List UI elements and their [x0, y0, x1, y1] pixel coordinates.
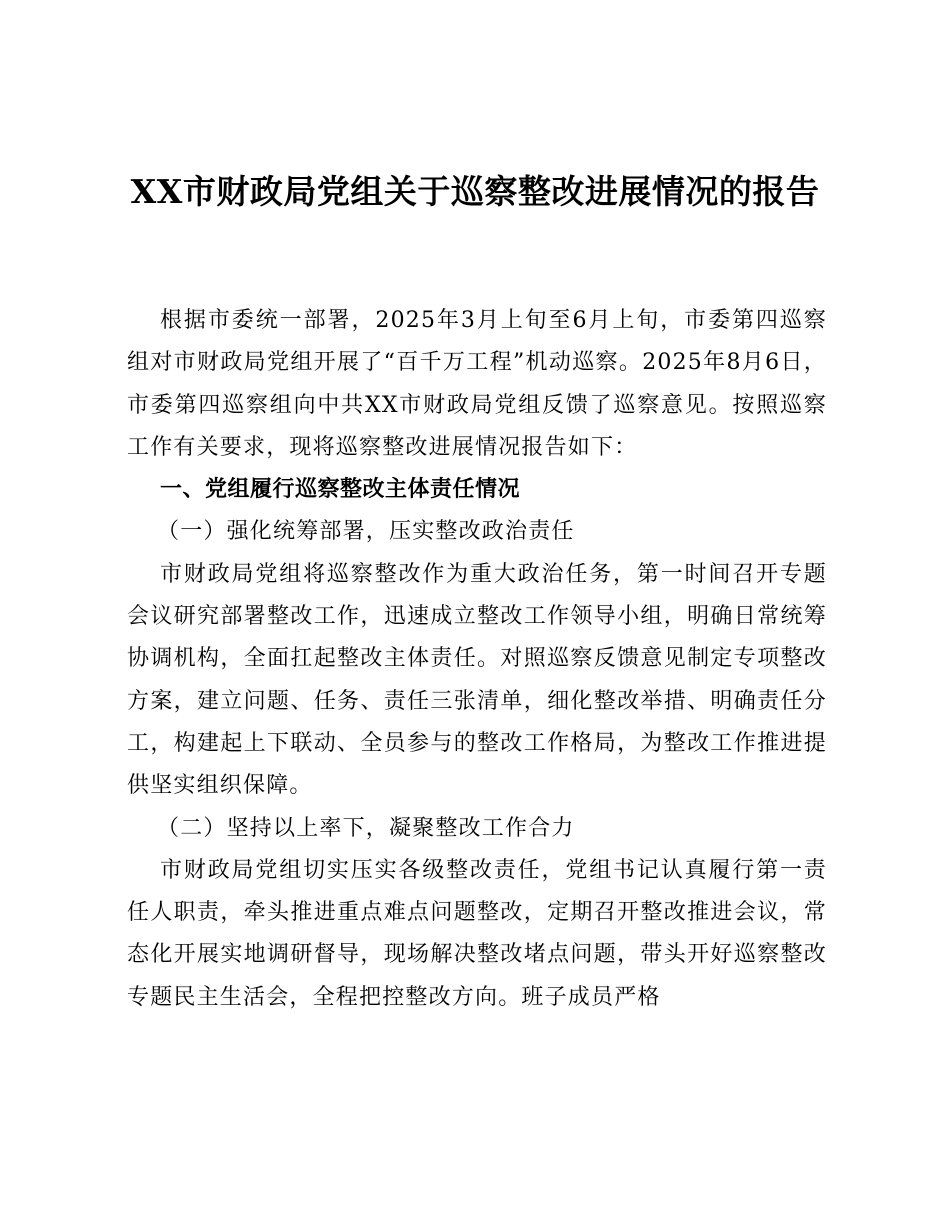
document-title: XX市财政局党组关于巡察整改进展情况的报告 [130, 172, 820, 211]
subsection-heading-1: （一）强化统筹部署，压实整改政治责任 [157, 519, 575, 545]
intro-paragraph: 根据市委统一部署，2025年3月上旬至6月上旬，市委第四巡察组对市财政局党组开展了“百千万工程”机动巡察。2025年8月6日，市委第四巡察组向中共XX市财政局党组反馈了巡察意见。按照巡察工作有关要求，现将巡察整改进展情况报告如下： [127, 308, 827, 460]
document-body [127, 300, 827, 1019]
subsection-paragraph-2: 市财政局党组切实压实各级整改责任，党组书记认真履行第一责任人职责，牵头推进重点难点问题整改，定期召开整改推进会议，常态化开展实地调研督导，现场解决整改堵点问题，带头开好巡察整改专题民主生活会，全程把控整改方向。班子成员严格 [127, 857, 827, 1010]
subsection-heading-2: （二）坚持以上率下，凝聚整改工作合力 [157, 815, 575, 841]
subsection-paragraph-1: 市财政局党组将巡察整改作为重大政治任务，第一时间召开专题会议研究部署整改工作，迅速成立整改工作领导小组，明确日常统筹协调机构，全面扛起整改主体责任。对照巡察反馈意见制定专项整改方案，建立问题、任务、责任三张清单，细化整改举措、明确责任分工，构建起上下联动、全员参与的整改工作格局，为整改工作推进提供坚实组织保障。 [127, 561, 827, 799]
section-heading-1: 一、党组履行巡察整改主体责任情况 [160, 477, 521, 503]
